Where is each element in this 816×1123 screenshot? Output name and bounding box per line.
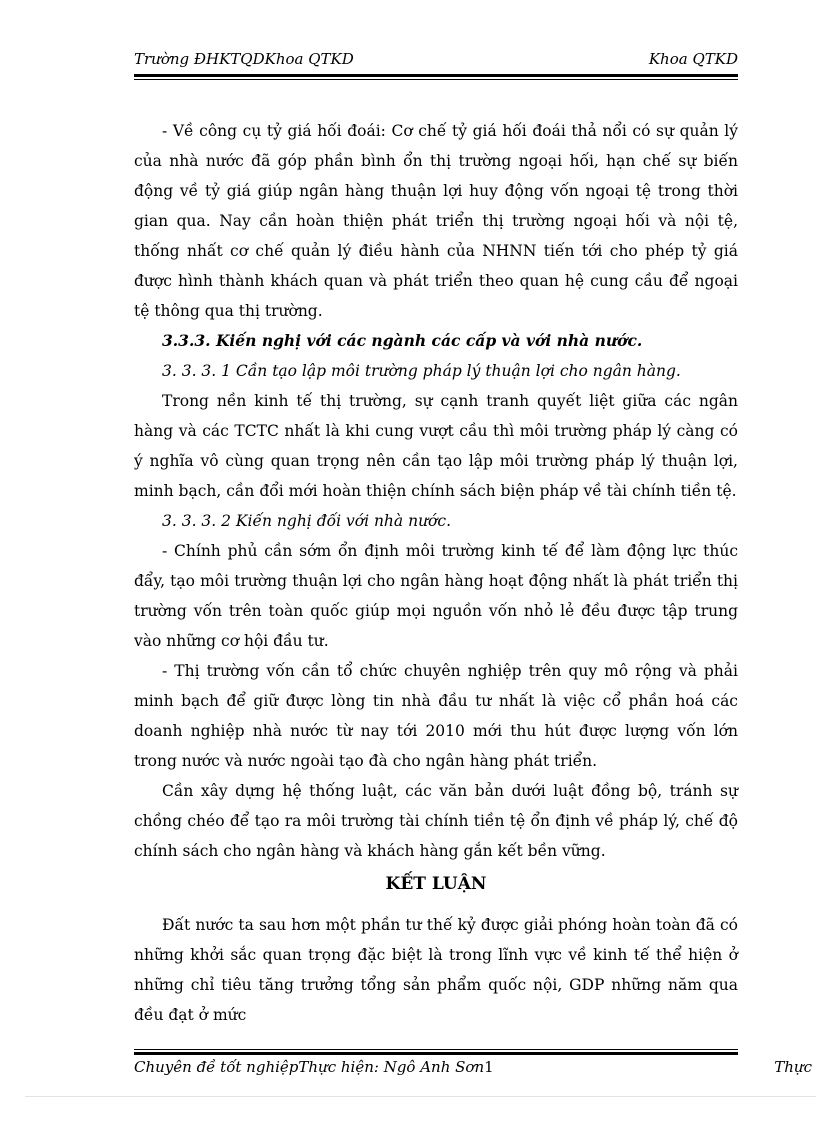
- paragraph-conclusion: Đất nước ta sau hơn một phần tư thế kỷ được giải phóng hoàn toàn đã có những khởi sắc quan trọng đặc biệt là trong lĩnh vực về kinh tế thể hiện ở những chỉ tiêu tăng trưởng tổng sản phẩm quốc nội, GDP những năm qua đều đạt ở mức: [134, 916, 738, 1024]
- footer-rule-thick: [134, 1052, 738, 1055]
- conclusion-title: KẾT LUẬN: [385, 874, 487, 894]
- header-left-text: Trường ĐHKTQDKhoa QTKD: [134, 50, 354, 68]
- paragraph-capital-market: - Thị trường vốn cần tổ chức chuyên nghiệp trên quy mô rộng và phải minh bạch để giữ được lòng tin nhà đầu tư nhất là việc cổ phần hoá các doanh nghiệp nhà nước từ nay tới 2010 mới thu hút được lượng vốn lớn trong nước và nước ngoài tạo đà cho ngân hàng phát triển.: [134, 662, 738, 770]
- section-heading-3-3-3: 3.3.3. Kiến nghị với các ngành các cấp và với nhà nước.: [162, 331, 643, 350]
- footer-right-text: Thực: [774, 1058, 812, 1076]
- header-right-text: Khoa QTKD: [648, 50, 738, 68]
- footer-author: Chuyên đề tốt nghiệpThực hiện: Ngô Anh Sơn: [134, 1058, 485, 1076]
- footer-left-text: [134, 1058, 494, 1076]
- paragraph-exchange-rate: - Về công cụ tỷ giá hối đoái: Cơ chế tỷ giá hối đoái thả nổi có sự quản lý của nhà nước đã góp phần bình ổn thị trường ngoại hối, hạn chế sự biến động về tỷ giá giúp ngân hàng thuận lợi huy động vốn ngoại tệ trong thời gian qua. Nay cần hoàn thiện phát triển thị trường ngoại hối và nội tệ, thống nhất cơ chế quản lý điều hành của NHNN tiến tới cho phép tỷ giá được hình thành khách quan và phát triển theo quan hệ cung cầu để ngoại tệ thông qua thị trường.: [134, 122, 738, 320]
- page-number: 1: [484, 1058, 494, 1076]
- paragraph-government: - Chính phủ cần sớm ổn định môi trường kinh tế để làm động lực thúc đẩy, tạo môi trường thuận lợi cho ngân hàng hoạt động nhất là phát triển thị trường vốn trên toàn quốc giúp mọi nguồn vốn nhỏ lẻ đều được tập trung vào những cơ hội đầu tư.: [134, 542, 738, 650]
- page-bottom-divider: [25, 1096, 816, 1097]
- footer-rule-thin: [134, 1049, 738, 1050]
- subsection-heading-3-3-3-2: 3. 3. 3. 2 Kiến nghị đối với nhà nước.: [162, 512, 451, 530]
- subsection-heading-3-3-3-1: 3. 3. 3. 1 Cần tạo lập môi trường pháp lý thuận lợi cho ngân hàng.: [162, 362, 681, 380]
- document-body: [134, 116, 738, 1030]
- page-header: [134, 50, 738, 70]
- header-rule-thin: [134, 79, 738, 80]
- paragraph-legal-environment: Trong nền kinh tế thị trường, sự cạnh tranh quyết liệt giữa các ngân hàng và các TCTC nhất là khi cung vượt cầu thì môi trường pháp lý càng có ý nghĩa vô cùng quan trọng nên cần tạo lập môi trường pháp lý thuận lợi, minh bạch, cần đổi mới hoàn thiện chính sách biện pháp về tài chính tiền tệ.: [134, 392, 738, 500]
- page-footer: [134, 1058, 816, 1078]
- header-rule-thick: [134, 74, 738, 77]
- paragraph-legal-system: Cần xây dựng hệ thống luật, các văn bản dưới luật đồng bộ, tránh sự chồng chéo để tạo ra môi trường tài chính tiền tệ ổn định về pháp lý, chế độ chính sách cho ngân hàng và khách hàng gắn kết bền vững.: [134, 782, 738, 860]
